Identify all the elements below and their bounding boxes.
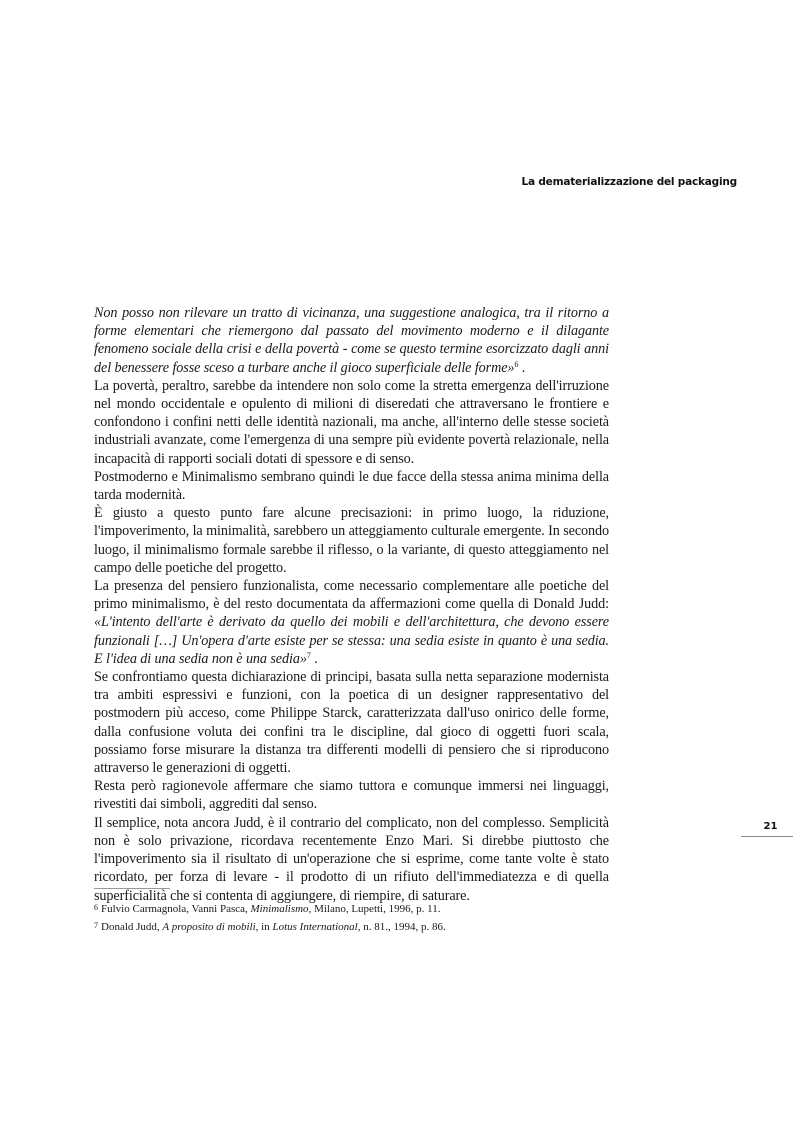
paragraph-5 bbox=[94, 577, 609, 668]
footnote-title: Minimalismo bbox=[250, 903, 309, 915]
footnote-publication: , n. 81., 1994, p. 86. bbox=[357, 920, 446, 933]
running-header: La dematerializzazione del packaging bbox=[521, 176, 737, 188]
footnote-divider bbox=[94, 888, 170, 889]
quote-tail: . bbox=[310, 650, 318, 667]
footnote-number: 6 bbox=[94, 903, 98, 912]
paragraph-6: Se confrontiamo questa dichiarazione di principi, basata sulla netta separazione modernista tra ambiti espressivi e funzioni, con la poetica di un designer rappresentativo del postmodern più acceso, come Philippe Starck, caratterizzata dall'uso onirico delle forme, dalla confusione voluta dei confini tra le discipline, dal gioco di oggetti fuori scala, possiamo forse misurare la distanza tra differenti modelli di pensiero che si riproducono attraverso le generazioni di oggetti. bbox=[94, 669, 609, 777]
footnote-connector: , in bbox=[255, 920, 273, 933]
footnote-publication: , Milano, Lupetti, 1996, p. 11. bbox=[308, 903, 441, 915]
paragraph-7: Resta però ragionevole affermare che siamo tuttora e comunque immersi nei linguaggi, rivestiti dai simboli, aggrediti dal senso. bbox=[94, 778, 609, 813]
quote-starck: Non posso non rilevare un tratto di vicinanza, una suggestione analogica, tra il ritorno a forme elementari che riemergono dal passato del movimento moderno e il dilagante fenomeno sociale della crisi e della povertà - come se questo termine esorcizzato dagli anni del benessere fosse sceso a turbare anche il gioco superficiale delle forme» bbox=[94, 305, 609, 376]
quote-judd: «L'intento dell'arte è derivato da quello dei mobili e dell'architettura, che devono essere funzionali […] Un'opera d'arte esiste per se stessa: una sedia esiste in quanto è una sedia. E l'idea di una sedia non è una sedia» bbox=[94, 614, 609, 667]
body-text bbox=[94, 304, 609, 905]
paragraph-2: La povertà, peraltro, sarebbe da intendere non solo come la stretta emergenza dell'irruzione nel mondo occidentale e opulento di milioni di diseredati che attraversano le frontiere e confondono i confini netti delle identità nazionali, ma anche, all'interno delle stesse società industriali avanzate, come l'emergenza di una sempre più evidente povertà relazionale, nella incapacità di rapporti sociali dotati di spessore e di senso. bbox=[94, 377, 609, 467]
page-number-rule bbox=[741, 836, 793, 837]
footnote-title: A proposito di mobili bbox=[162, 920, 256, 933]
footnote-6 bbox=[94, 900, 694, 918]
paragraph-1 bbox=[94, 304, 609, 377]
paragraph-3: Postmoderno e Minimalismo sembrano quindi le due facce della stessa anima minima della tarda modernità. bbox=[94, 468, 609, 504]
quote-tail: . bbox=[518, 359, 526, 376]
footnote-7 bbox=[94, 918, 694, 936]
footnote-ref-7: 7 bbox=[306, 650, 311, 660]
footnote-authors: Donald Judd, bbox=[101, 920, 163, 933]
footnote-authors: Fulvio Carmagnola, Vanni Pasca, bbox=[101, 903, 251, 915]
paragraph-8: Il semplice, nota ancora Judd, è il contrario del complicato, non del complesso. Semplicità non è solo privazione, ricordava recentemente Enzo Mari. Si direbbe piuttosto che l'impoverimento sia il risultato di un'operazione che si esprime, come tante volte è stato ricordato, per forza di levare - il prodotto di un rifiuto dell'immediatezza e di quella superficialità che si contenta di aggiungere, di riempire, di saturare. bbox=[94, 814, 609, 904]
footnote-ref-6: 6 bbox=[514, 359, 519, 369]
footnote-journal: Lotus International bbox=[272, 920, 358, 933]
paragraph-4: È giusto a questo punto fare alcune precisazioni: in primo luogo, la riduzione, l'impoverimento, la minimalità, sarebbero un atteggiamento culturale emergente. In secondo luogo, il minimalismo formale sarebbe il riflesso, o la variante, di questo atteggiamento nel campo delle poetiche del progetto. bbox=[94, 505, 609, 576]
paragraph-5-text: La presenza del pensiero funzionalista, come necessario complementare alle poetiche del primo minimalismo, è del resto documentata da affermazioni come quella di Donald Judd: bbox=[94, 578, 609, 613]
page-number: 21 bbox=[763, 821, 778, 832]
footnote-number: 7 bbox=[94, 920, 98, 930]
footnotes bbox=[94, 900, 694, 935]
